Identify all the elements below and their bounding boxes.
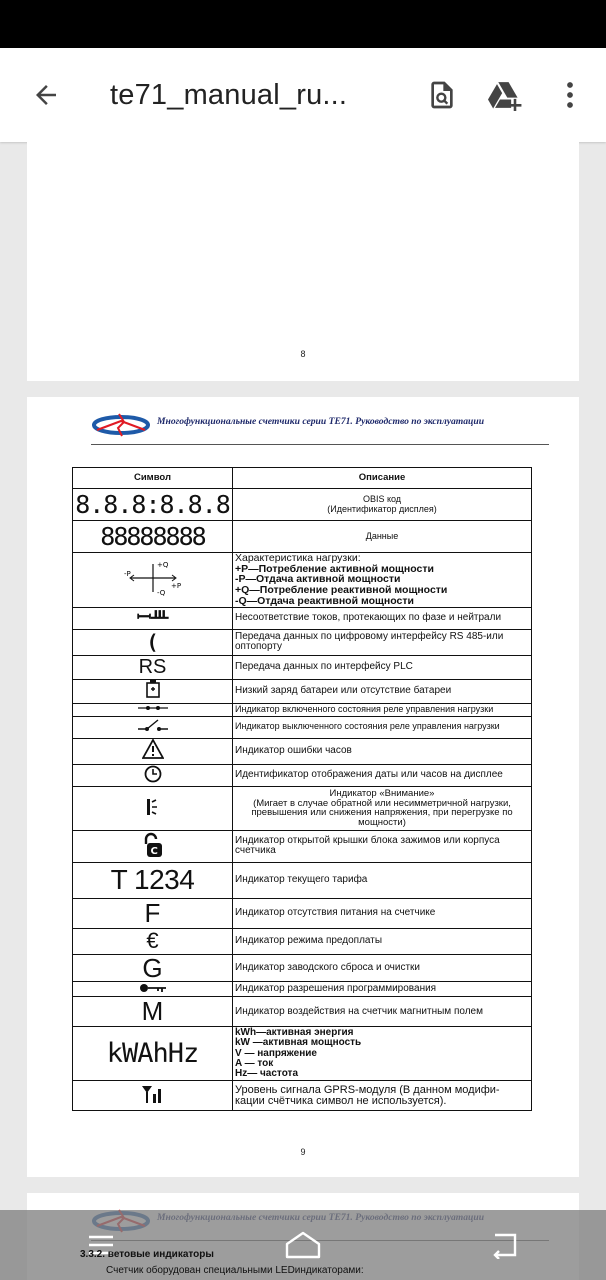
load-direction-icon [73, 553, 233, 608]
table-row: Индикатор ошибки часов [73, 738, 532, 764]
obis-symbol: 8.8.8:8.8.8 [73, 489, 233, 521]
table-row: F Индикатор отсутствия питания на счетчике [73, 898, 532, 928]
table-row: Индикатор включенного состояния реле управления нагрузки [73, 703, 532, 716]
svg-text:-Q: -Q [156, 589, 165, 598]
table-row: ꟷᚈ Несоответствие токов, протекающих по фазе и нейтрали [73, 607, 532, 629]
reset-symbol: G [73, 954, 233, 982]
page-number: 9 [300, 1147, 306, 1157]
key-icon [73, 982, 233, 997]
table-row: ( Передача данных по цифровому интерфейсу RS 485-или оптопорту [73, 629, 532, 655]
relay-off-icon [73, 716, 233, 738]
company-logo [91, 410, 151, 440]
find-in-page-icon [426, 79, 458, 111]
table-row: € Индикатор режима предоплаты [73, 928, 532, 954]
table-row: Индикатор выключенного состояния реле управления нагрузки [73, 716, 532, 738]
table-row: Низкий заряд батареи или отсутствие батареи [73, 679, 532, 703]
current-mismatch-icon: ꟷᚈ [73, 607, 233, 629]
status-bar [0, 0, 606, 48]
svg-text:+Q: +Q [156, 561, 168, 570]
add-to-drive-button[interactable] [484, 73, 528, 117]
more-options-button[interactable] [548, 73, 592, 117]
back-button[interactable] [26, 75, 66, 115]
svg-text:+P: +P [170, 582, 181, 591]
table-row: RS Передача данных по интерфейсу PLC [73, 655, 532, 679]
units-symbol: kWAhHz [73, 1027, 233, 1081]
page-header [91, 404, 549, 444]
app-bar [0, 48, 606, 142]
back-nav-button[interactable] [475, 1225, 535, 1265]
battery-icon [73, 679, 233, 703]
clock-icon [73, 764, 233, 786]
relay-on-icon [73, 703, 233, 716]
svg-text:-P: -P [123, 570, 131, 579]
data-segments-symbol: 88888888 [73, 521, 233, 553]
magnetic-field-symbol: M [73, 997, 233, 1027]
back-arrow-icon [31, 80, 61, 110]
communication-icon: ( [73, 629, 233, 655]
table-row: kWAhHz kWh—активная энергия kW —активная мощность V — напряжение A — ток Hz— частота [73, 1027, 532, 1081]
table-row: +Q -Q -P +P Характеристика нагрузки: +P—Потребление активной мощности -P—Отдача активной мощности +Q—Потребление реактивной мощности -Q—Отдача реактивной мощности [73, 553, 532, 608]
page-number: 8 [300, 349, 306, 359]
section-text: Счетчик оборудован специальными LEDиндикаторами: [106, 1265, 364, 1276]
table-row: 88888888 Данные [73, 521, 532, 553]
table-row: Уровень сигнала GPRS-модуля (В данном модифи-кации счётчика символ не используется). [73, 1081, 532, 1111]
signal-strength-icon [73, 1081, 233, 1111]
table-row: M Индикатор воздействия на счетчик магнитным полем [73, 997, 532, 1027]
svg-text:C: C [150, 845, 158, 857]
document-title: te71_manual_ru... [110, 78, 348, 111]
table-row: Индикатор разрешения программирования [73, 982, 532, 997]
find-in-document-button[interactable] [420, 73, 464, 117]
table-row: G Индикатор заводского сброса и очистки [73, 954, 532, 982]
tariff-symbol: T 1234 [73, 862, 233, 898]
column-header-symbol: Символ [73, 468, 233, 489]
drive-add-icon [488, 79, 524, 111]
table-header-row [73, 468, 532, 489]
page-9 [27, 397, 579, 1177]
header-rule [91, 444, 549, 445]
prepayment-symbol: € [73, 928, 233, 954]
more-vert-icon [565, 80, 575, 110]
column-header-description: Описание [233, 468, 532, 489]
return-icon [489, 1231, 521, 1259]
home-icon [283, 1230, 323, 1260]
cover-open-icon [73, 830, 233, 862]
warning-icon [73, 738, 233, 764]
document-viewer[interactable] [0, 142, 606, 1280]
symbols-table [72, 467, 532, 1111]
table-row: 8.8.8:8.8.8 OBIS код (Идентификатор дисплея) [73, 489, 532, 521]
table-row: Идентификатор отображения даты или часов на дисплее [73, 764, 532, 786]
table-row: C Индикатор открытой крышки блока зажимов или корпуса счетчика [73, 830, 532, 862]
page-8 [27, 142, 579, 381]
attention-icon [73, 786, 233, 830]
rs-symbol: RS [73, 655, 233, 679]
header-text: Многофункциональные счетчики серии ТЕ71. Руководство по эксплуатации [157, 416, 485, 427]
home-button[interactable] [273, 1225, 333, 1265]
power-fail-symbol: F [73, 898, 233, 928]
section-heading: 3.3.2. ветовые индикаторы [80, 1249, 214, 1260]
table-row: T 1234 Индикатор текущего тарифа [73, 862, 532, 898]
table-row: Индикатор «Внимание» (Мигает в случае обратной или несимметричной нагрузки, превышения или снижения напряжения, при перегрузке по мощности) [73, 786, 532, 830]
